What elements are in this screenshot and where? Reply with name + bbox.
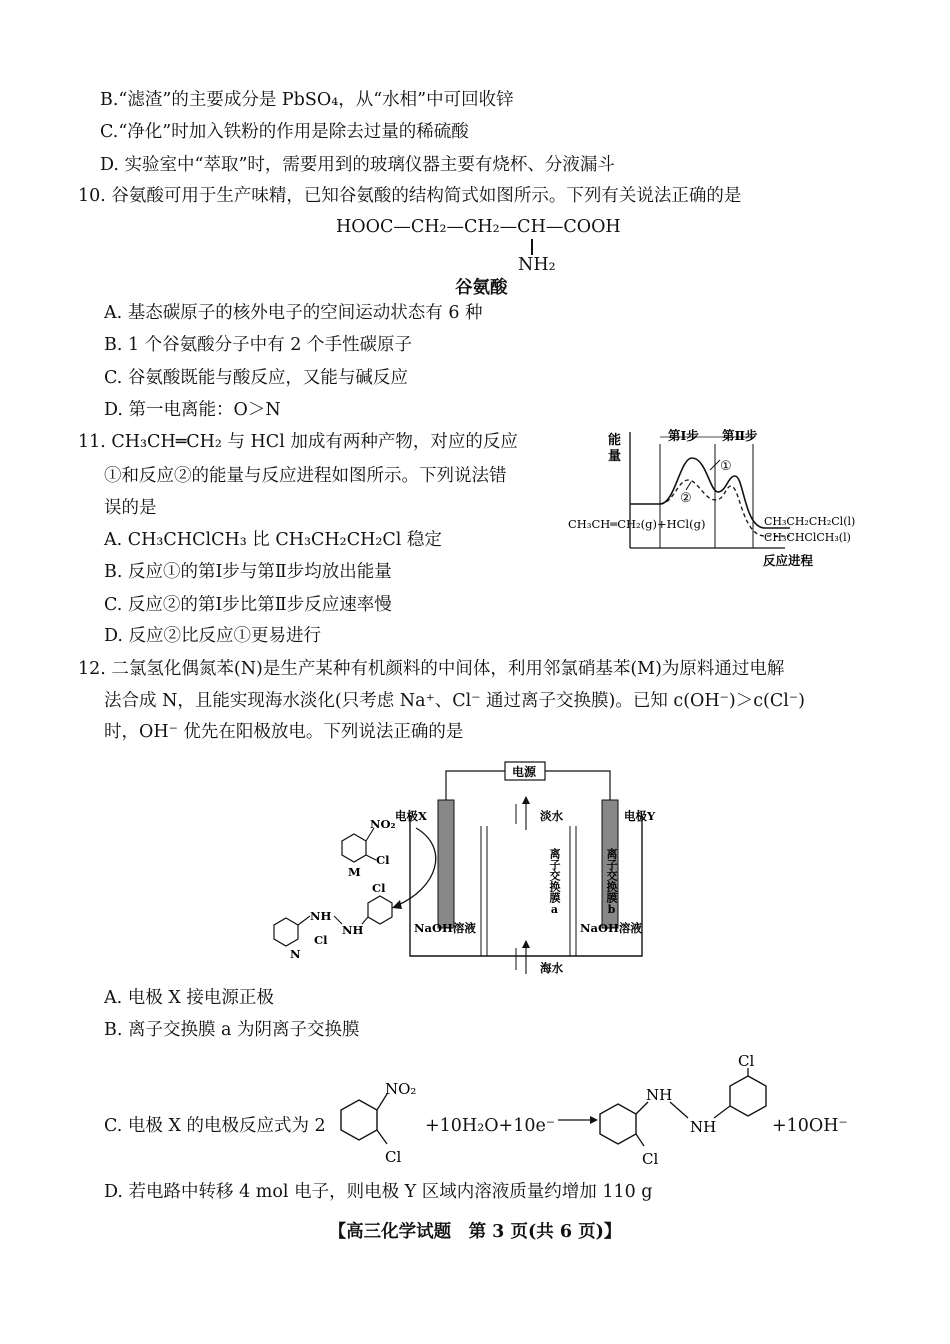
product-2-label: CH₃CHClCH₃(l) — [764, 531, 851, 544]
reactant-structure — [335, 1078, 435, 1168]
m-cl-bond — [366, 855, 376, 860]
q9-option-c: C.“净化”时加入铁粉的作用是除去过量的稀硫酸 — [100, 122, 469, 142]
reaction-2-marker: ② — [680, 491, 692, 506]
reactant-cl: Cl — [385, 1148, 402, 1166]
reaction-arrowhead — [392, 900, 402, 909]
reaction-arrow — [396, 828, 436, 906]
naoh-left-label: NaOH溶液 — [414, 921, 476, 935]
q12-option-a: A. 电极 X 接电源正极 — [104, 988, 274, 1008]
sea-water-label: 海水 — [540, 961, 563, 975]
wire-left — [446, 771, 505, 800]
page-footer: 【高三化学试题 第 3 页(共 6 页)】 — [328, 1222, 622, 1242]
wire-right — [545, 771, 610, 800]
q11-option-b: B. 反应①的第Ⅰ步与第Ⅱ步均放出能量 — [104, 562, 392, 582]
q12-stem-1: 12. 二氯氢化偶氮苯(N)是生产某种有机颜料的中间体，利用邻氯硝基苯(M)为原料通过电解 — [78, 659, 785, 679]
naoh-right-label: NaOH溶液 — [580, 921, 642, 935]
product-bond-3 — [714, 1106, 730, 1118]
q10-option-d: D. 第一电离能：O＞N — [104, 400, 281, 420]
q11-option-a: A. CH₃CHClCH₃ 比 CH₃CH₂CH₂Cl 稳定 — [104, 530, 442, 550]
product-benzene-ring-right — [730, 1076, 766, 1116]
step-1-label: 第Ⅰ步 — [668, 428, 699, 443]
q12-option-c-prefix: C. 电极 X 的电极反应式为 2 — [104, 1116, 326, 1136]
m-label: M — [348, 865, 361, 879]
reactant-label: CH₃CH═CH₂(g)+HCl(g) — [568, 517, 706, 531]
glutamic-acid-formula: HOOC—CH₂—CH₂—CH—COOH — [336, 217, 621, 237]
glutamic-acid-caption: 谷氨酸 — [455, 278, 508, 298]
m-no2-label: NO₂ — [370, 817, 396, 831]
product-nh-2: NH — [690, 1118, 717, 1136]
electrolysis-diagram — [262, 758, 682, 980]
q12-stem-2: 法合成 N，且能实现海水淡化(只考虑 Na⁺、Cl⁻ 通过离子交换膜)。已知 c(OH⁻)＞c(Cl⁻) — [104, 691, 805, 711]
step-2-label: 第Ⅱ步 — [722, 428, 758, 443]
product-cl-bottom: Cl — [642, 1150, 659, 1168]
product-nh-1: NH — [646, 1086, 673, 1104]
product-structure — [592, 1048, 782, 1173]
q10-option-a: A. 基态碳原子的核外电子的空间运动状态有 6 种 — [104, 303, 483, 323]
q12-option-c-end: +10OH⁻ — [772, 1116, 848, 1136]
n-cl-label-1: Cl — [372, 881, 386, 895]
q9-option-b: B.“滤渣”的主要成分是 PbSO₄，从“水相”中可回收锌 — [100, 90, 514, 110]
q12-option-c-middle: +10H₂O+10e⁻ — [425, 1116, 556, 1136]
n-bond-1 — [298, 916, 310, 925]
q11-stem-2: ①和反应②的能量与反应进程如图所示。下列说法错 — [104, 466, 507, 486]
reaction-1-marker: ① — [720, 459, 732, 474]
n-nh-label-1: NH — [310, 909, 332, 923]
fresh-water-label: 淡水 — [540, 809, 563, 823]
q10-option-c: C. 谷氨酸既能与酸反应，又能与碱反应 — [104, 368, 408, 388]
m-cl-label: Cl — [376, 853, 390, 867]
m-benzene-ring — [342, 834, 366, 862]
product-1-label: CH₃CH₂CH₂Cl(l) — [764, 515, 856, 528]
reactant-no2: NO₂ — [385, 1080, 417, 1098]
q11-stem-1: 11. CH₃CH═CH₂ 与 HCl 加成有两种产物，对应的反应 — [78, 432, 518, 452]
sea-water-arrowhead — [522, 940, 530, 948]
electrode-y-label: 电极Y — [624, 809, 656, 823]
electrode-y — [602, 800, 618, 928]
n-benzene-ring-left — [274, 918, 298, 946]
membrane-a-label-text: 离子交换膜a — [493, 848, 561, 861]
product-cl-bond-bottom — [636, 1134, 644, 1146]
product-bond-2 — [670, 1102, 688, 1118]
y-label-1: 能 — [608, 433, 622, 448]
reactant-benzene-ring — [341, 1100, 377, 1140]
q10-option-b: B. 1 个谷氨酸分子中有 2 个手性碳原子 — [104, 335, 412, 355]
product-benzene-ring-left — [600, 1104, 636, 1144]
fresh-water-arrowhead — [522, 796, 530, 804]
formula-nh2: NH₂ — [518, 255, 556, 275]
energy-diagram — [560, 424, 880, 574]
electrode-x-label: 电极X — [395, 809, 427, 823]
n-cl-label-2: Cl — [314, 933, 328, 947]
membrane-b-label-text: 离子交换膜b — [550, 848, 618, 861]
q12-stem-3: 时，OH⁻ 优先在阳极放电。下列说法正确的是 — [104, 722, 464, 742]
power-source-label: 电源 — [512, 765, 537, 779]
n-label: N — [290, 947, 301, 961]
product-cl-top: Cl — [738, 1052, 755, 1070]
electrode-x — [438, 800, 454, 928]
marker-2-pointer — [686, 482, 691, 490]
q12-option-b: B. 离子交换膜 a 为阴离子交换膜 — [104, 1020, 360, 1040]
n-benzene-ring-right — [368, 896, 392, 924]
reactant-cl-bond — [377, 1130, 387, 1144]
q11-stem-3: 误的是 — [104, 498, 157, 518]
x-axis-label: 反应进程 — [763, 553, 814, 568]
n-bond-2 — [334, 916, 342, 924]
n-nh-label-2: NH — [342, 923, 364, 937]
q9-option-d: D. 实验室中“萃取”时，需要用到的玻璃仪器主要有烧杯、分液漏斗 — [100, 155, 615, 175]
q12-option-d: D. 若电路中转移 4 mol 电子，则电极 Y 区域内溶液质量约增加 110 g — [104, 1182, 653, 1202]
y-label-2: 量 — [608, 449, 622, 464]
q11-option-d: D. 反应②比反应①更易进行 — [104, 626, 322, 646]
q11-option-c: C. 反应②的第Ⅰ步比第Ⅱ步反应速率慢 — [104, 595, 392, 615]
q10-stem: 10. 谷氨酸可用于生产味精，已知谷氨酸的结构简式如图所示。下列有关说法正确的是 — [78, 186, 742, 206]
